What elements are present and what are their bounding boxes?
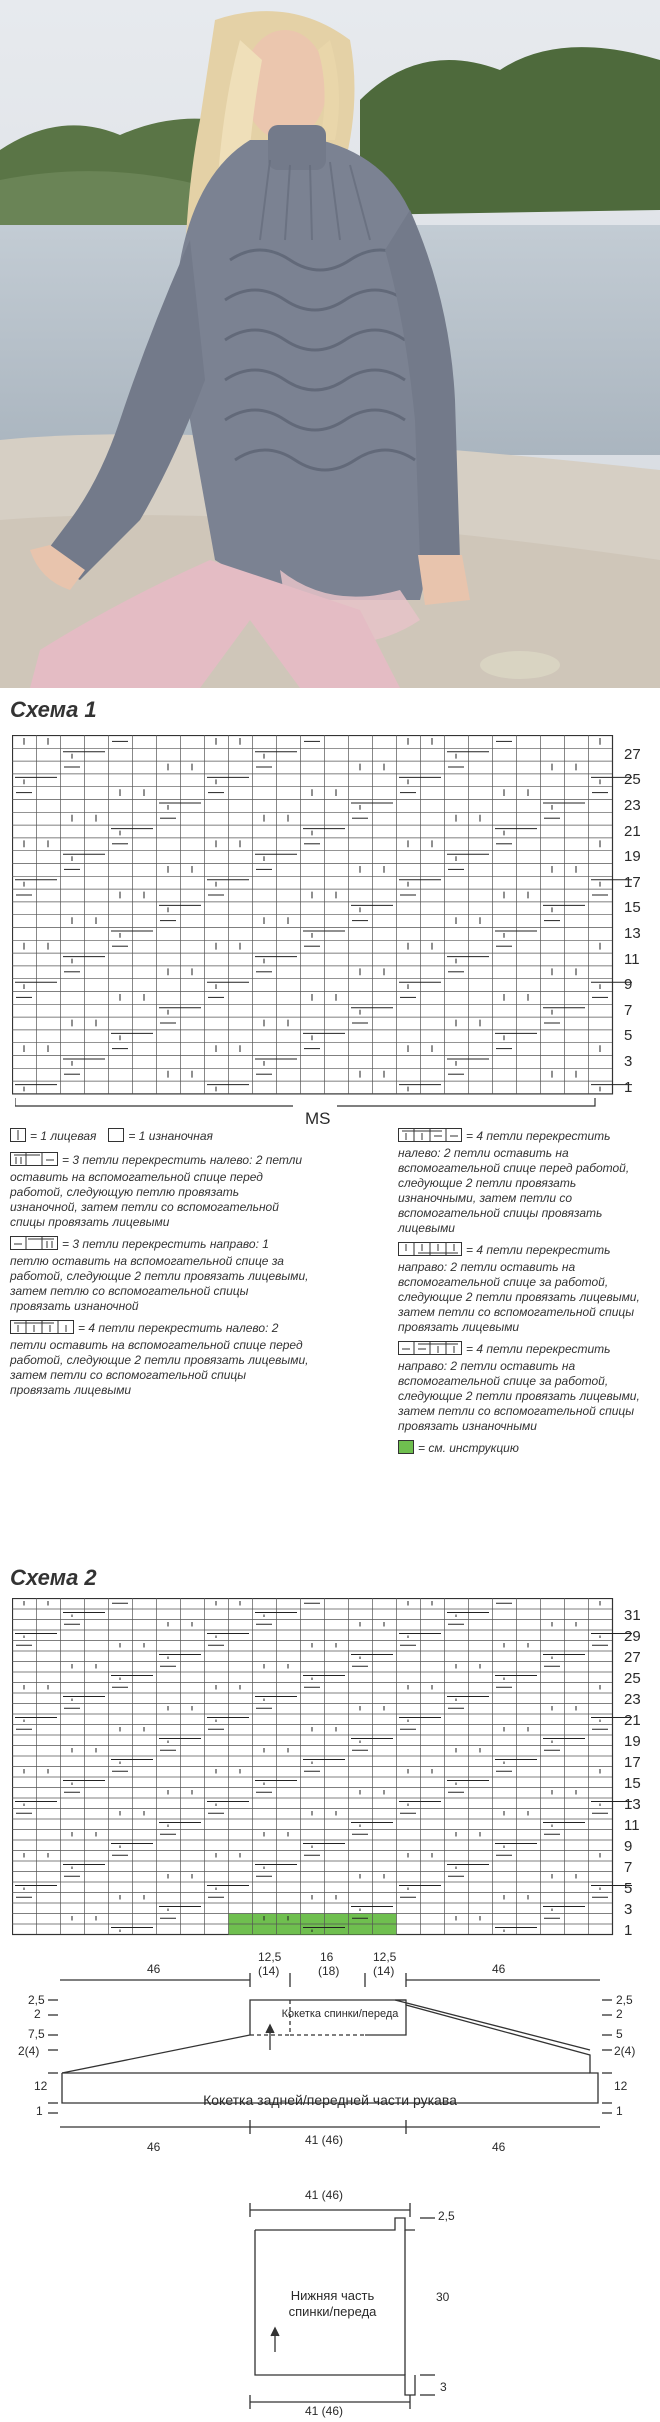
cross4-right-purl-symbol xyxy=(398,1341,462,1359)
row-number: 15 xyxy=(624,1774,641,1792)
legend-cross3-right-text: = 3 петли перекрестить направо: 1 петлю оставить на вспомогательной спице за работой, следующие 2 петли провязать лицевыми, затем петлю со вспомогательной спицы провязать изнаночной xyxy=(10,1237,309,1313)
legend-cross3-left xyxy=(10,1152,310,1230)
row-number: 5 xyxy=(624,1027,633,1045)
legend-purl xyxy=(108,1128,213,1146)
dim-right-6: 1 xyxy=(616,2104,623,2118)
row-number: 11 xyxy=(624,950,640,968)
row-number: 7 xyxy=(624,1001,633,1019)
legend-green-text: = см. инструкцию xyxy=(418,1441,519,1455)
dim-bottom-left: 46 xyxy=(147,2140,161,2154)
row-number: 27 xyxy=(624,1648,641,1666)
green-cell xyxy=(301,1914,325,1925)
dim-neck-alt: (18) xyxy=(318,1964,340,1978)
scheme1-chart xyxy=(12,735,652,1095)
dim-neck: 16 xyxy=(320,1950,334,1964)
dim-lower-height: 30 xyxy=(436,2290,450,2304)
dim-left-1: 2,5 xyxy=(28,1993,45,2007)
legend-cross4-right-purl xyxy=(398,1341,653,1434)
scheme2-chart xyxy=(12,1598,652,1938)
row-number: 31 xyxy=(624,1606,641,1624)
dim-left-2: 2 xyxy=(34,2007,41,2021)
dim-right-2: 2 xyxy=(616,2007,623,2021)
row-number: 29 xyxy=(624,1627,641,1645)
ms-bracket xyxy=(15,1098,615,1118)
legend-cross3-right xyxy=(10,1236,310,1314)
lower-body-label: Нижняя часть спинки/переда xyxy=(288,2288,377,2319)
green-cell xyxy=(373,1924,397,1935)
sweater-photo xyxy=(0,0,660,688)
legend-cross4-left-knit-text: = 4 петли перекрестить налево: 2 петли оставить на вспомогательной спице перед работой, следующие 2 петли провязать лицевыми, затем петли со вспомогательной спицы провязать лицевыми xyxy=(10,1321,309,1397)
legend-knit-text: = 1 лицевая xyxy=(30,1129,97,1143)
legend-green xyxy=(398,1440,653,1458)
row-number: 15 xyxy=(624,899,641,917)
green-cell xyxy=(229,1914,253,1925)
dim-shoulder-right: 12,5 xyxy=(373,1950,397,1964)
cross4-left-knit-symbol xyxy=(10,1320,74,1338)
dim-bottom-right: 46 xyxy=(492,2140,506,2154)
scheme2-grid xyxy=(12,1598,632,1938)
row-number: 13 xyxy=(624,925,641,942)
legend-cross3-left-text: = 3 петли перекрестить налево: 2 петли оставить на вспомогательной спице перед работой, следующую петлю провязать изнаночной, затем петли со вспомогательной спицы провязать лицевыми xyxy=(10,1153,303,1229)
dim-right-3: 5 xyxy=(616,2027,623,2041)
dim-shoulder-left-alt: (14) xyxy=(258,1964,280,1978)
row-number: 21 xyxy=(624,822,641,840)
row-number: 11 xyxy=(624,1816,640,1834)
knit-symbol xyxy=(10,1128,26,1146)
row-number: 9 xyxy=(624,976,633,994)
green-cell xyxy=(277,1924,301,1935)
green-cell xyxy=(253,1924,277,1935)
dim-lower-step: 2,5 xyxy=(438,2209,455,2223)
dim-shoulder-right-alt: (14) xyxy=(373,1964,395,1978)
row-number: 25 xyxy=(624,1669,641,1687)
dim-left-3: 7,5 xyxy=(28,2027,45,2041)
scheme2-title: Схема 2 xyxy=(10,1565,97,1590)
green-cell xyxy=(373,1914,397,1925)
purl-symbol xyxy=(108,1128,124,1146)
dim-lower-bottom-step: 3 xyxy=(440,2380,447,2394)
row-number: 3 xyxy=(624,1053,633,1070)
dim-right-1: 2,5 xyxy=(616,1993,633,2007)
dim-left-6: 1 xyxy=(36,2104,43,2118)
row-number: 19 xyxy=(624,848,641,866)
green-cell xyxy=(229,1924,253,1935)
legend-left xyxy=(10,1128,310,1404)
row-number: 21 xyxy=(624,1711,641,1729)
legend-cross4-left-purl xyxy=(398,1128,653,1236)
cross3-left-symbol xyxy=(10,1152,58,1170)
row-number: 23 xyxy=(624,797,641,814)
dim-bottom-mid: 41 (46) xyxy=(305,2133,344,2147)
row-number: 27 xyxy=(624,745,641,763)
row-number: 5 xyxy=(624,1879,633,1897)
row-number: 23 xyxy=(624,1690,641,1708)
row-number: 9 xyxy=(624,1837,633,1855)
row-number: 17 xyxy=(624,1753,641,1771)
dim-lower-top: 41 (46) xyxy=(305,2188,344,2202)
legend-cross4-right-knit xyxy=(398,1242,653,1335)
cross4-right-knit-symbol xyxy=(398,1242,462,1260)
row-number: 1 xyxy=(624,1078,633,1096)
yoke-back-label: Кокетка спинки/переда xyxy=(281,2008,399,2020)
dim-top-right: 46 xyxy=(492,1962,506,1976)
legend-cross4-right-purl-text: = 4 петли перекрестить направо: 2 петли оставить на вспомогательной спице за работой, следующие 2 петли провязать лицевыми, затем петли со вспомогательной спицы провязать изнаночными xyxy=(398,1342,640,1433)
legend-knit xyxy=(10,1128,96,1146)
legend-cross4-right-knit-text: = 4 петли перекрестить направо: 2 петли оставить на вспомогательной спице за работой, следующие 2 петли провязать лицевыми, затем петли со вспомогательной спицы провязать лицевыми xyxy=(398,1243,640,1334)
dim-lower-bottom: 41 (46) xyxy=(305,2404,344,2418)
dim-left-5: 12 xyxy=(34,2079,48,2093)
row-number: 13 xyxy=(624,1795,641,1813)
dim-right-4: 2(4) xyxy=(614,2044,636,2058)
model-photo-illustration xyxy=(0,0,660,688)
dim-shoulder-left: 12,5 xyxy=(258,1950,282,1964)
legend-cross4-left-purl-text: = 4 петли перекрестить налево: 2 петли оставить на вспомогательной спице перед работой, следующие 2 петли провязать изнаночными, затем петли со вспомогательной спицы провязать лицевыми xyxy=(398,1129,630,1235)
yoke-schematic xyxy=(0,1955,660,2155)
green-cell xyxy=(325,1914,349,1925)
cross4-left-purl-symbol xyxy=(398,1128,462,1146)
row-number: 17 xyxy=(624,873,641,891)
scheme1-grid xyxy=(12,735,632,1095)
scheme1-title: Схема 1 xyxy=(10,697,97,722)
row-number: 1 xyxy=(624,1921,633,1939)
green-square-symbol xyxy=(398,1440,414,1458)
green-cell xyxy=(301,1924,325,1935)
legend-purl-text: = 1 изнаночная xyxy=(128,1129,213,1143)
green-cell xyxy=(325,1924,349,1935)
dim-left-4: 2(4) xyxy=(18,2044,40,2058)
legend-right xyxy=(398,1128,653,1464)
row-number: 25 xyxy=(624,771,641,789)
dim-right-5: 12 xyxy=(614,2079,628,2093)
yoke-sleeve-label: Кокетка задней/передней части рукава xyxy=(203,2092,457,2108)
row-number: 7 xyxy=(624,1858,633,1876)
row-number: 19 xyxy=(624,1732,641,1750)
dim-top-left: 46 xyxy=(147,1962,161,1976)
cross3-right-symbol xyxy=(10,1236,58,1254)
scheme2-row-numbers xyxy=(624,1598,652,1938)
scheme1-row-numbers xyxy=(624,735,652,1095)
row-number: 3 xyxy=(624,1900,633,1918)
scheme1-ms-label: MS xyxy=(305,1109,331,1128)
green-cell xyxy=(349,1924,373,1935)
legend-cross4-left-knit xyxy=(10,1320,310,1398)
